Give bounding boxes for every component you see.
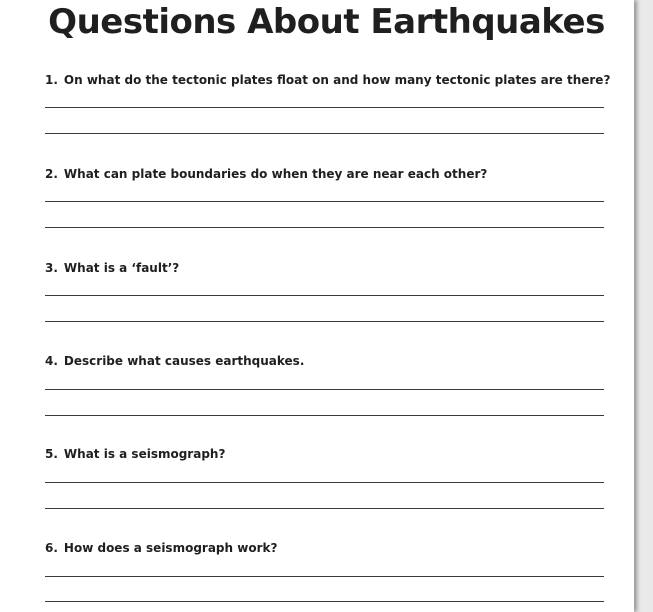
question-text — [45, 72, 611, 88]
answer-line[interactable] — [45, 107, 604, 108]
answer-line[interactable] — [45, 201, 604, 202]
question-label: What is a ‘fault’? — [63, 261, 180, 275]
page-title: Questions About Earthquakes — [48, 2, 605, 42]
answer-line[interactable] — [45, 295, 604, 296]
question-6 — [45, 540, 605, 556]
question-number: 5. — [45, 447, 58, 461]
answer-line[interactable] — [45, 576, 604, 577]
question-number: 1. — [45, 73, 58, 87]
answer-line[interactable] — [45, 321, 604, 322]
answer-line[interactable] — [45, 482, 604, 483]
question-label: What is a seismograph? — [63, 447, 226, 461]
question-1 — [45, 72, 611, 88]
question-number: 3. — [45, 261, 58, 275]
answer-line[interactable] — [45, 508, 604, 509]
answer-line[interactable] — [45, 227, 604, 228]
answer-line[interactable] — [45, 389, 604, 390]
question-text — [45, 260, 605, 276]
question-label: How does a seismograph work? — [63, 541, 278, 555]
question-text — [45, 166, 605, 182]
question-text — [45, 540, 605, 556]
question-text — [45, 446, 605, 462]
question-2 — [45, 166, 605, 182]
answer-line[interactable] — [45, 601, 604, 602]
question-text — [45, 353, 605, 369]
question-5 — [45, 446, 605, 462]
question-label: What can plate boundaries do when they are near each other? — [63, 167, 488, 181]
question-number: 6. — [45, 541, 58, 555]
question-number: 2. — [45, 167, 58, 181]
question-4 — [45, 353, 605, 369]
answer-line[interactable] — [45, 133, 604, 134]
question-3 — [45, 260, 605, 276]
answer-line[interactable] — [45, 415, 604, 416]
question-label: Describe what causes earthquakes. — [63, 354, 305, 368]
question-number: 4. — [45, 354, 58, 368]
question-label: On what do the tectonic plates float on and how many tectonic plates are there? — [63, 73, 611, 87]
